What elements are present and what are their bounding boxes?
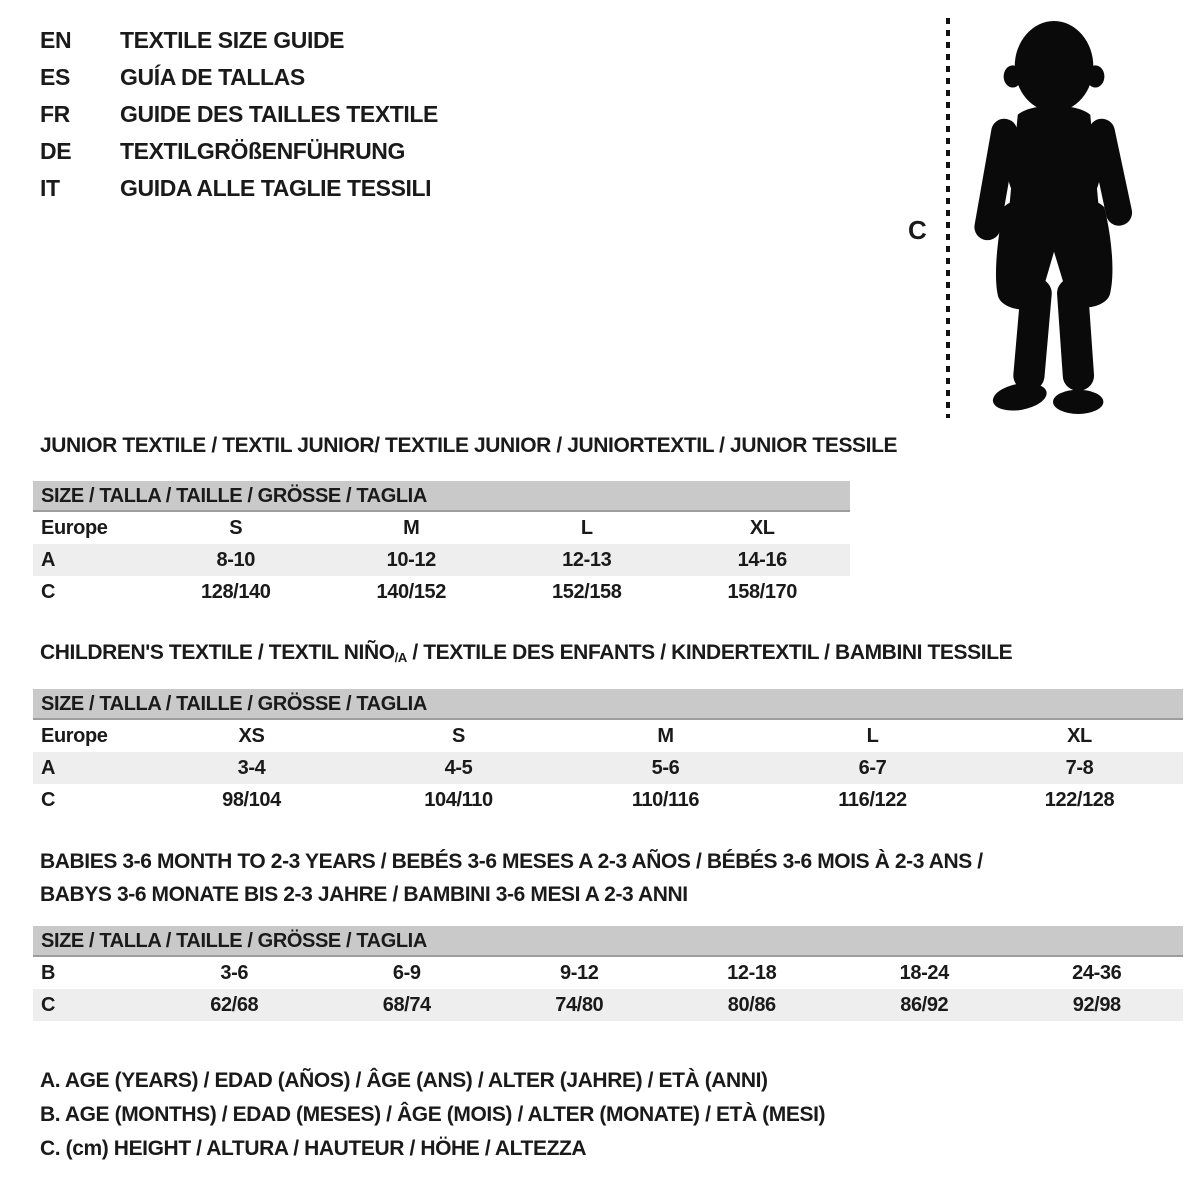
table-cell: 12-13: [562, 549, 612, 571]
table-row: [33, 957, 1183, 989]
legend-line-a: A. AGE (YEARS) / EDAD (AÑOS) / ÂGE (ANS) / ALTER (JAHRE) / ETÀ (ANNI): [40, 1069, 768, 1092]
table-cell: 86/92: [900, 994, 949, 1016]
table-cell: 3-6: [220, 962, 249, 984]
children-heading-subscript: /A: [394, 649, 407, 665]
language-title: TEXTILE SIZE GUIDE: [120, 27, 345, 53]
table-row: [33, 784, 1183, 816]
babies-heading-line1: BABIES 3-6 MONTH TO 2-3 YEARS / BEBÉS 3-6 MESES A 2-3 AÑOS / BÉBÉS 3-6 MOIS À 2-3 ANS /: [40, 850, 983, 873]
table-cell: 74/80: [555, 994, 604, 1016]
table-cell: L: [580, 517, 593, 539]
table-cell: 6-7: [858, 757, 887, 779]
table-header: SIZE / TALLA / TAILLE / GRÖSSE / TAGLIA: [33, 689, 1183, 720]
language-title: GUIDA ALLE TAGLIE TESSILI: [120, 175, 432, 201]
babies-heading-line2: BABYS 3-6 MONATE BIS 2-3 JAHRE / BAMBINI 3-6 MESI A 2-3 ANNI: [40, 883, 688, 906]
language-row: [40, 59, 438, 96]
row-label: Europe: [41, 725, 108, 747]
measurement-legend: [40, 1064, 825, 1166]
children-heading-suffix: / TEXTILE DES ENFANTS / KINDERTEXTIL / BAMBINI TESSILE: [406, 641, 1013, 664]
table-cell: M: [403, 517, 420, 539]
table-cell: 158/170: [727, 581, 797, 603]
table-row: [33, 720, 1183, 752]
language-title: GUIDE DES TAILLES TEXTILE: [120, 101, 438, 127]
language-code: EN: [40, 27, 72, 53]
table-row: [33, 512, 850, 544]
language-title: TEXTILGRÖßENFÜHRUNG: [120, 138, 405, 164]
babies-size-table: [33, 926, 1183, 1021]
table-cell: 110/116: [631, 789, 700, 811]
table-cell: 128/140: [201, 581, 271, 603]
row-label: C: [41, 581, 56, 603]
table-cell: 5-6: [651, 757, 680, 779]
language-title-block: [40, 22, 438, 207]
table-cell: S: [229, 517, 243, 539]
table-cell: 116/122: [838, 789, 907, 811]
height-measure-figure: [900, 10, 1160, 430]
table-cell: 80/86: [727, 994, 776, 1016]
language-row: [40, 96, 438, 133]
row-label: A: [41, 757, 56, 779]
table-row: [33, 752, 1183, 784]
table-cell: L: [866, 725, 879, 747]
table-cell: 7-8: [1065, 757, 1094, 779]
children-heading-prefix: CHILDREN'S TEXTILE / TEXTIL NIÑO: [40, 641, 395, 664]
children-section-heading: [40, 641, 1012, 665]
table-cell: 4-5: [444, 757, 473, 779]
table-cell: 24-36: [1072, 962, 1122, 984]
language-code: DE: [40, 138, 72, 164]
table-cell: 152/158: [552, 581, 622, 603]
table-cell: XL: [749, 517, 775, 539]
babies-section-heading: [40, 845, 983, 911]
table-row: [33, 989, 1183, 1021]
table-cell: 62/68: [210, 994, 259, 1016]
table-cell: 104/110: [424, 789, 493, 811]
row-label: B: [41, 962, 56, 984]
table-cell: XS: [238, 725, 265, 747]
toddler-silhouette-icon: [958, 14, 1146, 422]
table-cell: 18-24: [899, 962, 949, 984]
language-row: [40, 22, 438, 59]
measure-c-label: C: [908, 215, 927, 245]
table-cell: 3-4: [237, 757, 266, 779]
row-label: Europe: [41, 517, 108, 539]
table-cell: S: [452, 725, 465, 747]
table-cell: 12-18: [727, 962, 777, 984]
dashed-measure-line: [946, 18, 950, 418]
language-row: [40, 133, 438, 170]
table-cell: 8-10: [216, 549, 255, 571]
table-cell: XL: [1067, 725, 1092, 747]
language-row: [40, 170, 438, 207]
table-header: SIZE / TALLA / TAILLE / GRÖSSE / TAGLIA: [33, 481, 850, 512]
legend-line-c: C. (cm) HEIGHT / ALTURA / HAUTEUR / HÖHE / ALTEZZA: [40, 1137, 587, 1160]
legend-line-b: B. AGE (MONTHS) / EDAD (MESES) / ÂGE (MOIS) / ALTER (MONATE) / ETÀ (MESI): [40, 1103, 826, 1126]
junior-section-heading: JUNIOR TEXTILE / TEXTIL JUNIOR/ TEXTILE JUNIOR / JUNIORTEXTIL / JUNIOR TESSILE: [40, 434, 898, 457]
language-code: FR: [40, 101, 70, 127]
table-cell: 68/74: [382, 994, 431, 1016]
table-cell: 10-12: [386, 549, 436, 571]
table-cell: 9-12: [560, 962, 599, 984]
table-cell: 14-16: [737, 549, 787, 571]
table-cell: 98/104: [222, 789, 281, 811]
table-row: [33, 544, 850, 576]
children-size-table: [33, 689, 1183, 816]
row-label: C: [41, 789, 56, 811]
junior-size-table: [33, 481, 850, 608]
table-cell: 6-9: [392, 962, 421, 984]
language-title: GUÍA DE TALLAS: [120, 64, 305, 90]
language-code: IT: [40, 175, 60, 201]
table-cell: 140/152: [376, 581, 446, 603]
table-row: [33, 576, 850, 608]
row-label: A: [41, 549, 56, 571]
table-cell: 92/98: [1072, 994, 1121, 1016]
table-header: SIZE / TALLA / TAILLE / GRÖSSE / TAGLIA: [33, 926, 1183, 957]
table-cell: M: [657, 725, 674, 747]
row-label: C: [41, 994, 56, 1016]
language-code: ES: [40, 64, 70, 90]
table-cell: 122/128: [1044, 789, 1115, 811]
